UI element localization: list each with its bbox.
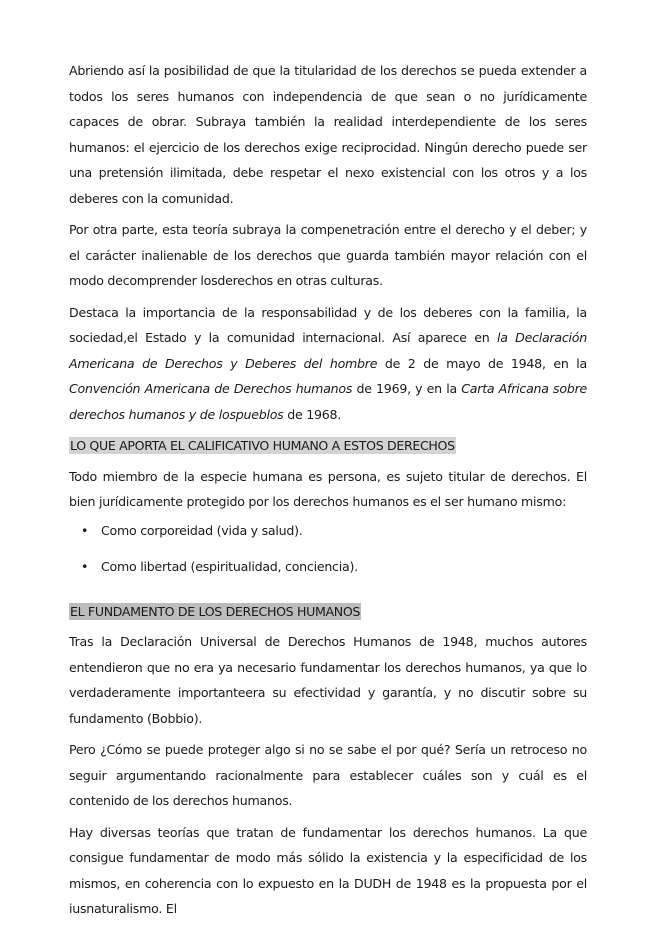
section-heading-2 <box>69 599 587 625</box>
bullet-icon: • <box>81 522 89 538</box>
paragraph-6: Pero ¿Cómo se puede proteger algo si no se sabe el por qué? Sería un retroceso no seguir argumentando racionalmente para establecer cuáles son y cuál es el contenido de los derechos humanos. <box>69 742 587 808</box>
section-heading-1 <box>69 433 587 459</box>
paragraph-3-text-d: de 1968. <box>283 406 342 422</box>
paragraph-7: Hay diversas teorías que tratan de fundamentar los derechos humanos. La que consigue fundamentar de modo más sólido la existencia y la especificidad de los mismos, en coherencia con lo expuesto en la DUDH de 1948 es la propuesta por el iusnaturalismo. El <box>69 824 587 916</box>
bullet-icon: • <box>81 559 89 574</box>
paragraph-3-text-b: de 2 de mayo de 1948, en la <box>377 355 587 371</box>
list-item-text: Como corporeidad (vida y salud). <box>101 522 303 538</box>
list-item <box>69 554 587 580</box>
reference-declaracion-americana: la Declaración Americana de Derechos y Deberes del hombre <box>69 330 587 371</box>
paragraph-3-text-c: de 1969, y en la <box>352 381 462 396</box>
paragraph-4: Todo miembro de la especie humana es persona, es sujeto titular de derechos. El bien jurídicamente protegido por los derechos humanos es el ser humano mismo: <box>69 468 587 509</box>
paragraph-3 <box>69 300 587 428</box>
list-item <box>69 518 587 544</box>
section-heading-1-text: LO QUE APORTA EL CALIFICATIVO HUMANO A ESTOS DERECHOS <box>70 438 455 453</box>
paragraph-3-text-a: Destaca la importancia de la responsabilidad y de los deberes con la familia, la sociedad,el Estado y la comunidad internacional. Así aparece en <box>69 304 587 345</box>
list-item-text: Como libertad (espiritualidad, conciencia). <box>101 559 358 574</box>
section-heading-2-text: EL FUNDAMENTO DE LOS DERECHOS HUMANOS <box>70 603 361 619</box>
paragraph-2: Por otra parte, esta teoría subraya la compenetración entre el derecho y el deber; y el carácter inalienable de los derechos que guarda también mayor relación con el modo decomprender losderechos en otras culturas. <box>69 222 587 288</box>
paragraph-1: Abriendo así la posibilidad de que la titularidad de los derechos se pueda extender a todos los seres humanos con independencia de que sean o no jurídicamente capaces de obrar. Subraya también la realidad interdependiente de los seres humanos: el ejercicio de los derechos exige reciprocidad. Ningún derecho puede ser una pretensión ilimitada, debe respetar el nexo existencial con los otros y a los deberes con la comunidad. <box>69 63 587 206</box>
reference-carta-africana: Carta Africana sobre derechos humanos y de lospueblos <box>69 381 587 422</box>
reference-convencion-americana: Convención Americana de Derechos humanos <box>69 381 353 396</box>
document-body <box>69 58 587 928</box>
bullet-list <box>69 518 587 580</box>
paragraph-5: Tras la Declaración Universal de Derechos Humanos de 1948, muchos autores entendieron que no era ya necesario fundamentar los derechos humanos, ya que lo verdaderamente importanteera su efectividad y garantía, y no discutir sobre su fundamento (Bobbio). <box>69 634 587 726</box>
